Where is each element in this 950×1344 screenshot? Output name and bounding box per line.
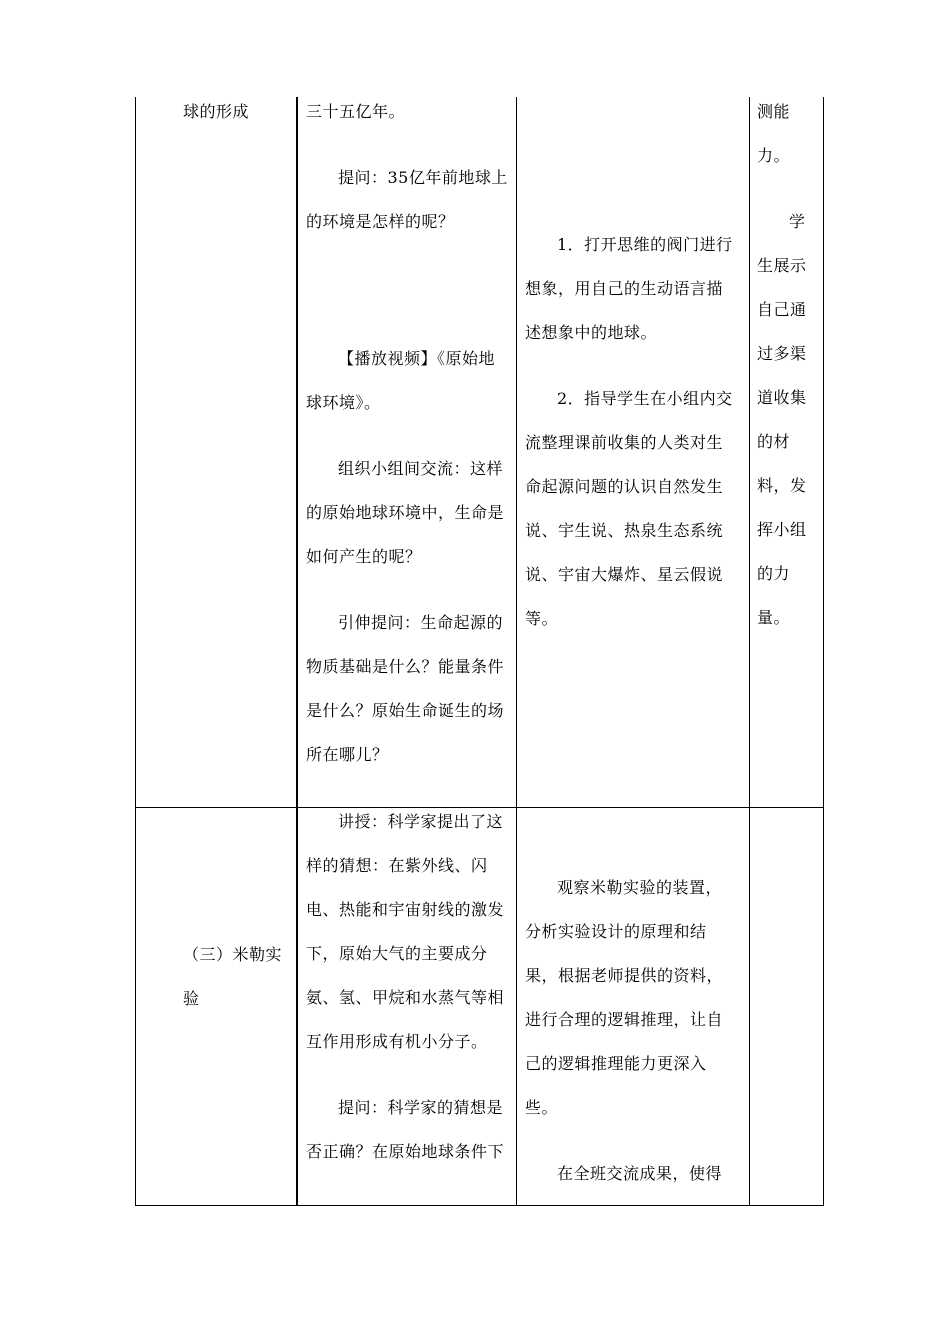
table-border-bottom: [135, 1205, 824, 1206]
row1-intent-cell: [757, 90, 813, 640]
teacher-video: 【播放视频】《原始地球环境》。: [306, 349, 496, 412]
lesson-plan-table: [135, 97, 824, 1206]
row2-teacher-cell: [306, 800, 511, 1174]
row2-student-cell: [525, 866, 735, 1196]
intent-text-2: 学生展示自己通过多渠道收集的材料，发挥小组的力量。: [757, 212, 807, 627]
student-observation: 观察米勒实验的装置，分析实验设计的原理和结果，根据老师提供的资料，进行合理的逻辑推理，让自己的逻辑推理能力更深入些。: [525, 878, 724, 1117]
student-activity-2: 2．指导学生在小组内交流整理课前收集的人类对生命起源问题的认识自然发生说、宇生说、热泉生态系统说、宇宙大爆炸、星云假说等。: [525, 389, 733, 628]
row1-teacher-cell: [306, 90, 511, 777]
table-border-right: [823, 97, 824, 1206]
row1-student-cell: [525, 223, 735, 641]
student-activity-1: 1．打开思维的阀门进行想象，用自己的生动语言描述想象中的地球。: [525, 235, 733, 342]
row2-topic: （三）米勒实验: [183, 945, 283, 1008]
teacher-text: 三十五亿年。: [306, 102, 406, 121]
teacher-question: 提问：35亿年前地球上的环境是怎样的呢？: [306, 168, 508, 231]
student-share: 在全班交流成果，使得: [557, 1164, 723, 1183]
teacher-question-2: 提问：科学家的猜想是否正确？在原始地球条件下: [306, 1098, 505, 1161]
row2-topic-cell: [183, 933, 289, 1021]
row1-topic-cell: [137, 90, 295, 134]
table-border-left: [135, 97, 136, 1206]
row1-topic: 球的形成: [182, 102, 249, 121]
teacher-group-discussion: 组织小组间交流：这样的原始地球环境中，生命是如何产生的呢？: [306, 459, 505, 566]
column-divider-2: [516, 97, 517, 1206]
teacher-lecture: 讲授：科学家提出了这样的猜想：在紫外线、闪电、热能和宇宙射线的激发下，原始大气的主要成分氨、氢、甲烷和水蒸气等相互作用形成有机小分子。: [306, 812, 505, 1051]
teacher-extended-question: 引伸提问：生命起源的物质基础是什么？能量条件是什么？原始生命诞生的场所在哪儿？: [306, 613, 505, 764]
intent-text-1: 测能力。: [757, 102, 791, 165]
column-divider-3: [749, 97, 750, 1206]
column-divider-1: [296, 97, 298, 1206]
